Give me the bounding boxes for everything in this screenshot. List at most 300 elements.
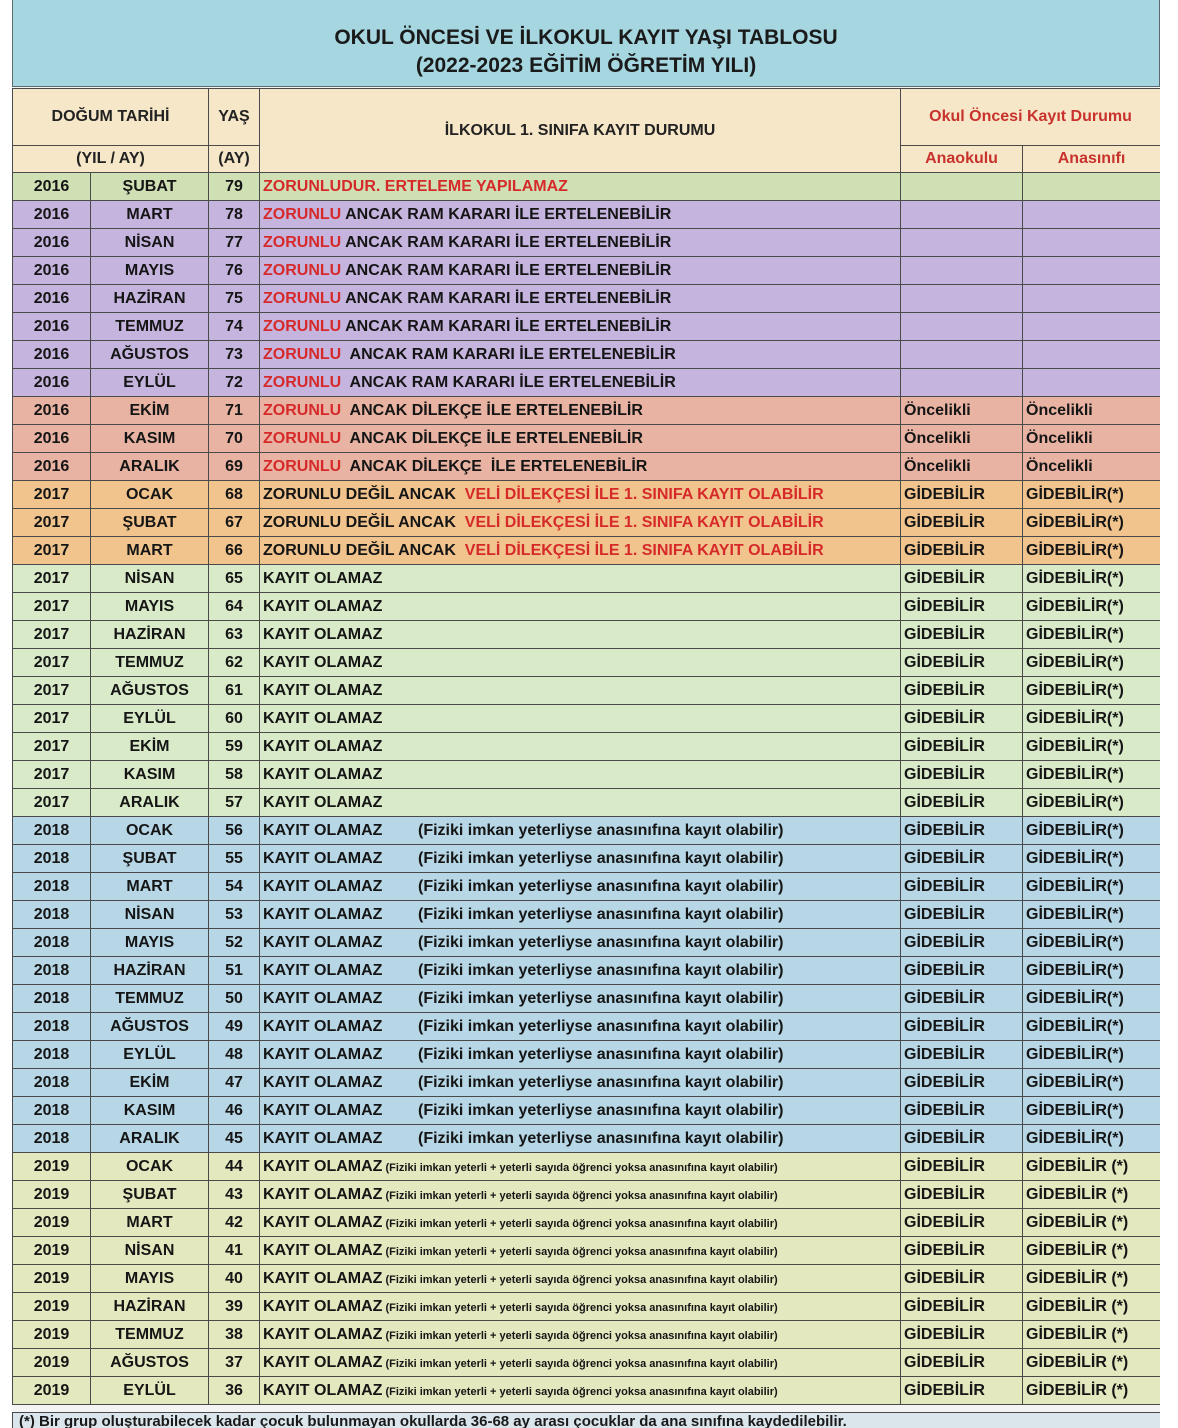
birth-month: ŞUBAT: [91, 173, 209, 201]
status-pre: ZORUNLU DEĞİL ANCAK: [263, 513, 465, 531]
birth-month: AĞUSTOS: [91, 341, 209, 369]
table-row: [13, 425, 1161, 453]
table-row: [13, 1265, 1161, 1293]
birth-year: 2016: [13, 257, 91, 285]
preschool-class-status: GİDEBİLİR(*): [1023, 1041, 1160, 1069]
birth-month: NİSAN: [91, 1237, 209, 1265]
age-months: 45: [209, 1125, 260, 1153]
age-months: 44: [209, 1153, 260, 1181]
preschool-class-status: GİDEBİLİR(*): [1023, 677, 1160, 705]
birth-year: 2018: [13, 985, 91, 1013]
birth-year: 2017: [13, 621, 91, 649]
birth-year: 2017: [13, 733, 91, 761]
birth-year: 2017: [13, 593, 91, 621]
primary-status: [260, 229, 901, 257]
preschool-class-status: GİDEBİLİR(*): [1023, 1097, 1160, 1125]
kindergarten-status: [901, 257, 1023, 285]
status-rest: ANCAK RAM KARARI İLE ERTELENEBİLİR: [341, 345, 676, 363]
birth-year: 2019: [13, 1321, 91, 1349]
table-row: [13, 1153, 1161, 1181]
primary-status: [260, 845, 901, 873]
status-red: ZORUNLU: [263, 429, 342, 447]
header-primary-registration: İLKOKUL 1. SINIFA KAYIT DURUMU: [260, 89, 901, 173]
birth-year: 2017: [13, 481, 91, 509]
primary-status: [260, 761, 901, 789]
table-row: [13, 1237, 1161, 1265]
status-rest: ANCAK DİLEKÇE İLE ERTELENEBİLİR: [341, 429, 643, 447]
table-row: [13, 369, 1161, 397]
birth-year: 2016: [13, 341, 91, 369]
status-red: ZORUNLUDUR. ERTELEME YAPILAMAZ: [263, 177, 568, 195]
kindergarten-status: GİDEBİLİR: [901, 901, 1023, 929]
primary-status: [260, 1265, 901, 1293]
table-row: [13, 1041, 1161, 1069]
preschool-class-status: GİDEBİLİR(*): [1023, 957, 1160, 985]
birth-year: 2018: [13, 957, 91, 985]
table-body: [13, 173, 1161, 1405]
kindergarten-status: GİDEBİLİR: [901, 1013, 1023, 1041]
primary-status: [260, 1321, 901, 1349]
table-row: [13, 481, 1161, 509]
status-red: VELİ DİLEKÇESİ İLE 1. SINIFA KAYIT OLABİLİR: [464, 541, 824, 559]
status-rest: ANCAK RAM KARARI İLE ERTELENEBİLİR: [341, 373, 676, 391]
table-row: [13, 929, 1161, 957]
age-months: 75: [209, 285, 260, 313]
age-months: 54: [209, 873, 260, 901]
kindergarten-status: GİDEBİLİR: [901, 733, 1023, 761]
status-rest: KAYIT OLAMAZ (Fiziki imkan yeterliyse anasınıfına kayıt olabilir): [263, 1073, 784, 1091]
primary-status: [260, 173, 901, 201]
preschool-class-status: GİDEBİLİR(*): [1023, 649, 1160, 677]
status-note: (Fiziki imkan yeterli + yeterli sayıda öğrenci yoksa anasınıfına kayıt olabilir): [382, 1329, 778, 1342]
primary-status: [260, 341, 901, 369]
kindergarten-status: GİDEBİLİR: [901, 873, 1023, 901]
age-months: 66: [209, 537, 260, 565]
kindergarten-status: [901, 201, 1023, 229]
birth-year: 2017: [13, 509, 91, 537]
status-rest: KAYIT OLAMAZ (Fiziki imkan yeterliyse anasınıfına kayıt olabilir): [263, 849, 784, 867]
preschool-class-status: [1023, 341, 1160, 369]
age-months: 65: [209, 565, 260, 593]
primary-status: [260, 957, 901, 985]
preschool-class-status: GİDEBİLİR(*): [1023, 817, 1160, 845]
age-months: 53: [209, 901, 260, 929]
table-row: [13, 593, 1161, 621]
primary-status: [260, 901, 901, 929]
age-months: 59: [209, 733, 260, 761]
preschool-class-status: GİDEBİLİR(*): [1023, 565, 1160, 593]
status-red: ZORUNLU: [263, 457, 342, 475]
birth-month: MART: [91, 537, 209, 565]
age-months: 63: [209, 621, 260, 649]
registration-table: [12, 88, 1160, 1405]
header-year-month: (YIL / AY): [13, 146, 209, 173]
age-months: 41: [209, 1237, 260, 1265]
kindergarten-status: GİDEBİLİR: [901, 789, 1023, 817]
birth-year: 2019: [13, 1153, 91, 1181]
birth-year: 2018: [13, 845, 91, 873]
birth-month: MAYIS: [91, 1265, 209, 1293]
age-months: 62: [209, 649, 260, 677]
kindergarten-status: GİDEBİLİR: [901, 845, 1023, 873]
age-months: 79: [209, 173, 260, 201]
birth-month: MART: [91, 873, 209, 901]
birth-year: 2019: [13, 1293, 91, 1321]
age-months: 56: [209, 817, 260, 845]
primary-status: [260, 789, 901, 817]
birth-year: 2019: [13, 1181, 91, 1209]
table-row: [13, 1293, 1161, 1321]
kindergarten-status: GİDEBİLİR: [901, 1349, 1023, 1377]
preschool-class-status: [1023, 369, 1160, 397]
primary-status: [260, 1153, 901, 1181]
status-rest: ANCAK RAM KARARI İLE ERTELENEBİLİR: [341, 289, 672, 307]
kindergarten-status: GİDEBİLİR: [901, 1209, 1023, 1237]
birth-month: ŞUBAT: [91, 1181, 209, 1209]
preschool-class-status: GİDEBİLİR(*): [1023, 929, 1160, 957]
table-row: [13, 677, 1161, 705]
table-row: [13, 761, 1161, 789]
table-row: [13, 957, 1161, 985]
preschool-class-status: GİDEBİLİR (*): [1023, 1209, 1160, 1237]
birth-month: AĞUSTOS: [91, 1013, 209, 1041]
table-row: [13, 173, 1161, 201]
kindergarten-status: GİDEBİLİR: [901, 1125, 1023, 1153]
kindergarten-status: GİDEBİLİR: [901, 1181, 1023, 1209]
table-row: [13, 509, 1161, 537]
kindergarten-status: [901, 369, 1023, 397]
header-preschool-class: Anasınıfı: [1023, 146, 1160, 173]
preschool-class-status: [1023, 285, 1160, 313]
status-rest: KAYIT OLAMAZ: [263, 569, 383, 587]
preschool-class-status: GİDEBİLİR(*): [1023, 481, 1160, 509]
table-row: [13, 873, 1161, 901]
registration-age-sheet: [12, 0, 1160, 1428]
birth-month: HAZİRAN: [91, 1293, 209, 1321]
age-months: 42: [209, 1209, 260, 1237]
title-box: [12, 0, 1160, 87]
status-rest: KAYIT OLAMAZ: [263, 597, 383, 615]
status-rest: KAYIT OLAMAZ (Fiziki imkan yeterliyse anasınıfına kayıt olabilir): [263, 877, 784, 895]
birth-year: 2017: [13, 761, 91, 789]
birth-month: TEMMUZ: [91, 649, 209, 677]
kindergarten-status: GİDEBİLİR: [901, 957, 1023, 985]
status-rest: KAYIT OLAMAZ: [263, 681, 383, 699]
birth-month: ARALIK: [91, 1125, 209, 1153]
status-rest: ANCAK RAM KARARI İLE ERTELENEBİLİR: [341, 205, 672, 223]
birth-year: 2019: [13, 1349, 91, 1377]
table-row: [13, 901, 1161, 929]
birth-month: EYLÜL: [91, 1377, 209, 1405]
birth-year: 2018: [13, 1125, 91, 1153]
birth-month: EKİM: [91, 733, 209, 761]
table-row: [13, 845, 1161, 873]
status-red: ZORUNLU: [263, 205, 342, 223]
table-row: [13, 985, 1161, 1013]
table-row: [13, 313, 1161, 341]
status-note: (Fiziki imkan yeterli + yeterli sayıda öğrenci yoksa anasınıfına kayıt olabilir): [382, 1217, 778, 1230]
age-months: 70: [209, 425, 260, 453]
primary-status: [260, 929, 901, 957]
birth-year: 2018: [13, 1013, 91, 1041]
birth-month: ARALIK: [91, 789, 209, 817]
age-months: 58: [209, 761, 260, 789]
kindergarten-status: [901, 313, 1023, 341]
kindergarten-status: GİDEBİLİR: [901, 1293, 1023, 1321]
primary-status: [260, 1209, 901, 1237]
birth-year: 2019: [13, 1237, 91, 1265]
preschool-class-status: GİDEBİLİR (*): [1023, 1377, 1160, 1405]
table-row: [13, 1069, 1161, 1097]
age-months: 50: [209, 985, 260, 1013]
table-row: [13, 1349, 1161, 1377]
birth-year: 2016: [13, 285, 91, 313]
status-red: ZORUNLU: [263, 345, 342, 363]
age-months: 52: [209, 929, 260, 957]
birth-month: NİSAN: [91, 901, 209, 929]
kindergarten-status: GİDEBİLİR: [901, 1265, 1023, 1293]
preschool-class-status: Öncelikli: [1023, 453, 1160, 481]
preschool-class-status: [1023, 173, 1160, 201]
birth-year: 2019: [13, 1209, 91, 1237]
kindergarten-status: GİDEBİLİR: [901, 817, 1023, 845]
birth-month: EYLÜL: [91, 705, 209, 733]
birth-month: EKİM: [91, 1069, 209, 1097]
page-subtitle: (2022-2023 EĞİTİM ÖĞRETİM YILI): [415, 54, 757, 77]
primary-status: [260, 537, 901, 565]
birth-year: 2016: [13, 173, 91, 201]
birth-year: 2017: [13, 677, 91, 705]
status-rest: KAYIT OLAMAZ (Fiziki imkan yeterliyse anasınıfına kayıt olabilir): [263, 1129, 784, 1147]
age-months: 78: [209, 201, 260, 229]
age-months: 72: [209, 369, 260, 397]
primary-status: [260, 1349, 901, 1377]
table-row: [13, 537, 1161, 565]
primary-status: [260, 201, 901, 229]
status-rest: ANCAK RAM KARARI İLE ERTELENEBİLİR: [341, 233, 672, 251]
status-rest: ANCAK DİLEKÇE İLE ERTELENEBİLİR: [341, 457, 648, 475]
birth-year: 2018: [13, 1041, 91, 1069]
birth-month: TEMMUZ: [91, 1321, 209, 1349]
kindergarten-status: GİDEBİLİR: [901, 593, 1023, 621]
status-rest: KAYIT OLAMAZ (Fiziki imkan yeterliyse anasınıfına kayıt olabilir): [263, 1101, 784, 1119]
age-months: 38: [209, 1321, 260, 1349]
primary-status: [260, 1181, 901, 1209]
preschool-class-status: GİDEBİLİR(*): [1023, 789, 1160, 817]
preschool-class-status: GİDEBİLİR(*): [1023, 1013, 1160, 1041]
preschool-class-status: GİDEBİLİR(*): [1023, 845, 1160, 873]
kindergarten-status: GİDEBİLİR: [901, 1377, 1023, 1405]
primary-status: [260, 425, 901, 453]
birth-year: 2017: [13, 537, 91, 565]
preschool-class-status: GİDEBİLİR(*): [1023, 901, 1160, 929]
primary-status: [260, 1293, 901, 1321]
primary-status: [260, 1237, 901, 1265]
status-rest: KAYIT OLAMAZ: [263, 1269, 383, 1287]
table-row: [13, 1097, 1161, 1125]
status-red: ZORUNLU: [263, 261, 342, 279]
age-months: 51: [209, 957, 260, 985]
birth-month: ŞUBAT: [91, 845, 209, 873]
birth-month: EKİM: [91, 397, 209, 425]
preschool-class-status: GİDEBİLİR(*): [1023, 1069, 1160, 1097]
primary-status: [260, 817, 901, 845]
primary-status: [260, 1097, 901, 1125]
primary-status: [260, 873, 901, 901]
kindergarten-status: [901, 285, 1023, 313]
age-months: 47: [209, 1069, 260, 1097]
table-row: [13, 1125, 1161, 1153]
birth-year: 2017: [13, 649, 91, 677]
birth-month: HAZİRAN: [91, 285, 209, 313]
kindergarten-status: GİDEBİLİR: [901, 929, 1023, 957]
status-note: (Fiziki imkan yeterli + yeterli sayıda öğrenci yoksa anasınıfına kayıt olabilir): [382, 1161, 778, 1174]
preschool-class-status: [1023, 201, 1160, 229]
status-note: (Fiziki imkan yeterli + yeterli sayıda öğrenci yoksa anasınıfına kayıt olabilir): [382, 1385, 778, 1398]
birth-month: MAYIS: [91, 929, 209, 957]
status-rest: ANCAK RAM KARARI İLE ERTELENEBİLİR: [341, 317, 672, 335]
birth-year: 2016: [13, 425, 91, 453]
table-row: [13, 621, 1161, 649]
status-rest: KAYIT OLAMAZ (Fiziki imkan yeterliyse anasınıfına kayıt olabilir): [263, 961, 784, 979]
birth-month: MAYIS: [91, 257, 209, 285]
status-note: (Fiziki imkan yeterli + yeterli sayıda öğrenci yoksa anasınıfına kayıt olabilir): [382, 1357, 778, 1370]
kindergarten-status: Öncelikli: [901, 453, 1023, 481]
primary-status: [260, 733, 901, 761]
kindergarten-status: GİDEBİLİR: [901, 1069, 1023, 1097]
birth-year: 2018: [13, 929, 91, 957]
age-months: 61: [209, 677, 260, 705]
status-note: (Fiziki imkan yeterli + yeterli sayıda öğrenci yoksa anasınıfına kayıt olabilir): [382, 1273, 778, 1286]
status-red: ZORUNLU: [263, 317, 342, 335]
kindergarten-status: GİDEBİLİR: [901, 1041, 1023, 1069]
preschool-class-status: [1023, 313, 1160, 341]
primary-status: [260, 481, 901, 509]
footnote: (*) Bir grup oluşturabilecek kadar çocuk bulunmayan okullarda 36-68 ay arası çocuklar da ana sınıfına kaydedilebilir.: [12, 1412, 1160, 1428]
kindergarten-status: GİDEBİLİR: [901, 481, 1023, 509]
status-red: VELİ DİLEKÇESİ İLE 1. SINIFA KAYIT OLABİLİR: [464, 513, 824, 531]
table-row: [13, 789, 1161, 817]
age-months: 67: [209, 509, 260, 537]
age-months: 43: [209, 1181, 260, 1209]
birth-month: OCAK: [91, 481, 209, 509]
age-months: 49: [209, 1013, 260, 1041]
preschool-class-status: Öncelikli: [1023, 425, 1160, 453]
kindergarten-status: GİDEBİLİR: [901, 649, 1023, 677]
birth-year: 2017: [13, 705, 91, 733]
preschool-class-status: GİDEBİLİR(*): [1023, 537, 1160, 565]
kindergarten-status: GİDEBİLİR: [901, 1321, 1023, 1349]
preschool-class-status: GİDEBİLİR(*): [1023, 593, 1160, 621]
age-months: 60: [209, 705, 260, 733]
table-row: [13, 565, 1161, 593]
preschool-class-status: [1023, 229, 1160, 257]
header-age: YAŞ: [209, 89, 260, 146]
table-row: [13, 201, 1161, 229]
status-rest: KAYIT OLAMAZ (Fiziki imkan yeterliyse anasınıfına kayıt olabilir): [263, 905, 784, 923]
table-row: [13, 257, 1161, 285]
primary-status: [260, 1069, 901, 1097]
birth-month: KASIM: [91, 425, 209, 453]
birth-month: NİSAN: [91, 229, 209, 257]
table-row: [13, 649, 1161, 677]
table-row: [13, 1181, 1161, 1209]
birth-year: 2016: [13, 229, 91, 257]
status-rest: KAYIT OLAMAZ (Fiziki imkan yeterliyse anasınıfına kayıt olabilir): [263, 989, 784, 1007]
status-rest: KAYIT OLAMAZ (Fiziki imkan yeterliyse anasınıfına kayıt olabilir): [263, 821, 784, 839]
primary-status: [260, 285, 901, 313]
status-red: VELİ DİLEKÇESİ İLE 1. SINIFA KAYIT OLABİLİR: [464, 485, 824, 503]
status-note: (Fiziki imkan yeterli + yeterli sayıda öğrenci yoksa anasınıfına kayıt olabilir): [382, 1301, 778, 1314]
birth-year: 2017: [13, 565, 91, 593]
birth-year: 2017: [13, 789, 91, 817]
status-pre: ZORUNLU DEĞİL ANCAK: [263, 485, 465, 503]
status-rest: KAYIT OLAMAZ: [263, 1325, 383, 1343]
header-kindergarten: Anaokulu: [901, 146, 1023, 173]
birth-month: ŞUBAT: [91, 509, 209, 537]
primary-status: [260, 1013, 901, 1041]
status-rest: KAYIT OLAMAZ: [263, 1297, 383, 1315]
table-row: [13, 705, 1161, 733]
birth-month: KASIM: [91, 1097, 209, 1125]
preschool-class-status: GİDEBİLİR(*): [1023, 621, 1160, 649]
birth-month: MAYIS: [91, 593, 209, 621]
primary-status: [260, 509, 901, 537]
birth-month: ARALIK: [91, 453, 209, 481]
kindergarten-status: GİDEBİLİR: [901, 1097, 1023, 1125]
birth-month: HAZİRAN: [91, 621, 209, 649]
kindergarten-status: GİDEBİLİR: [901, 537, 1023, 565]
birth-year: 2018: [13, 817, 91, 845]
status-red: ZORUNLU: [263, 289, 342, 307]
preschool-class-status: [1023, 257, 1160, 285]
kindergarten-status: GİDEBİLİR: [901, 621, 1023, 649]
age-months: 74: [209, 313, 260, 341]
kindergarten-status: GİDEBİLİR: [901, 509, 1023, 537]
age-months: 46: [209, 1097, 260, 1125]
primary-status: [260, 257, 901, 285]
status-rest: KAYIT OLAMAZ: [263, 653, 383, 671]
kindergarten-status: GİDEBİLİR: [901, 985, 1023, 1013]
preschool-class-status: Öncelikli: [1023, 397, 1160, 425]
birth-month: EYLÜL: [91, 1041, 209, 1069]
birth-month: AĞUSTOS: [91, 677, 209, 705]
birth-month: OCAK: [91, 817, 209, 845]
birth-year: 2016: [13, 369, 91, 397]
kindergarten-status: [901, 229, 1023, 257]
table-row: [13, 229, 1161, 257]
birth-year: 2019: [13, 1377, 91, 1405]
kindergarten-status: GİDEBİLİR: [901, 1237, 1023, 1265]
birth-year: 2016: [13, 397, 91, 425]
status-rest: ANCAK RAM KARARI İLE ERTELENEBİLİR: [341, 261, 672, 279]
birth-month: HAZİRAN: [91, 957, 209, 985]
preschool-class-status: GİDEBİLİR (*): [1023, 1181, 1160, 1209]
age-months: 39: [209, 1293, 260, 1321]
primary-status: [260, 705, 901, 733]
age-months: 55: [209, 845, 260, 873]
kindergarten-status: [901, 341, 1023, 369]
status-rest: KAYIT OLAMAZ: [263, 793, 383, 811]
birth-year: 2018: [13, 1097, 91, 1125]
status-rest: KAYIT OLAMAZ: [263, 625, 383, 643]
table-row: [13, 341, 1161, 369]
preschool-class-status: GİDEBİLİR (*): [1023, 1321, 1160, 1349]
header-birth-date: DOĞUM TARİHİ: [13, 89, 209, 146]
birth-year: 2016: [13, 313, 91, 341]
primary-status: [260, 593, 901, 621]
age-months: 48: [209, 1041, 260, 1069]
